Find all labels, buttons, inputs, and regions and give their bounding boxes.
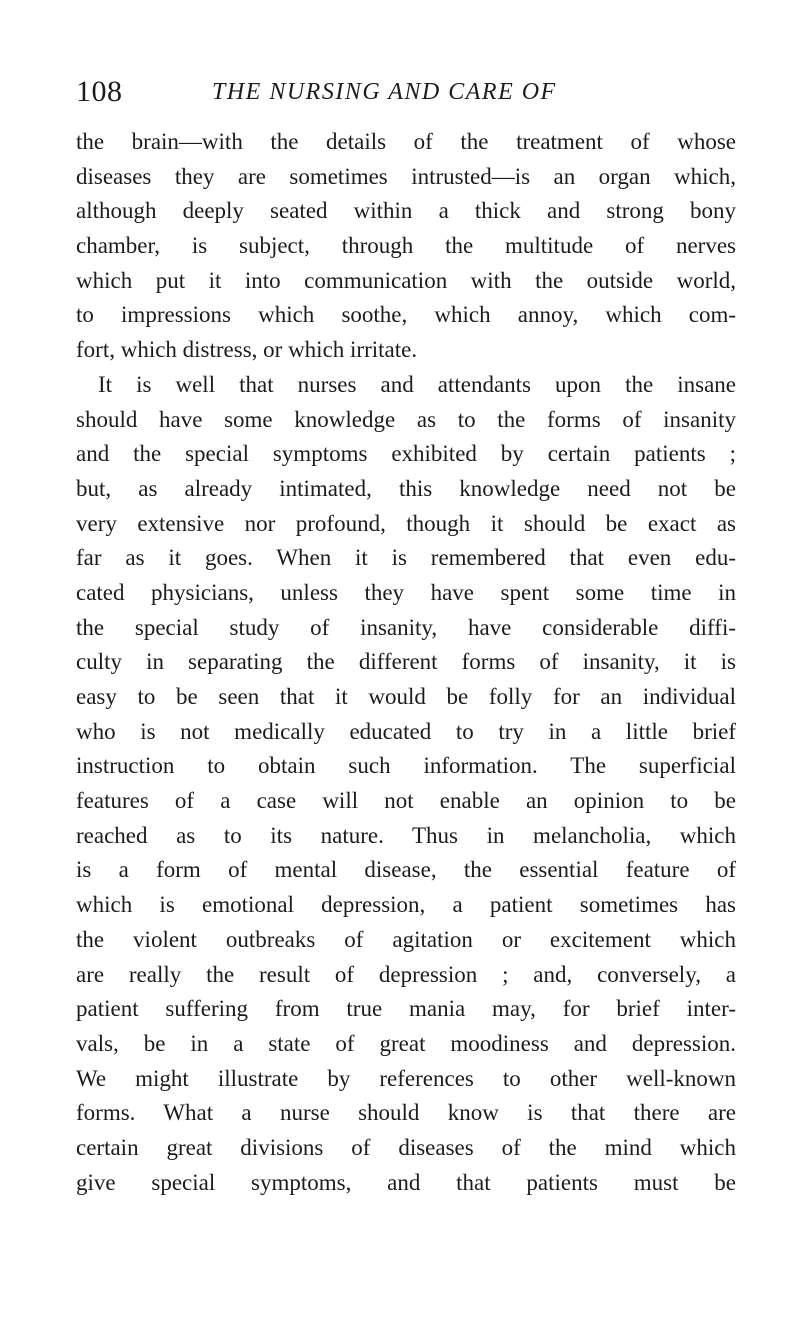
text-line: should have some knowledge as to the forms of insanity <box>76 406 736 432</box>
text-line: patient suffering from true mania may, for brief inter- <box>76 996 736 1022</box>
text-line: are really the result of depression ; and, conversely, a <box>76 961 736 987</box>
text-line: forms. What a nurse should know is that there are <box>76 1100 736 1126</box>
running-title: THE NURSING AND CARE OF <box>212 79 557 105</box>
text-line: vals, be in a state of great moodiness and depression. <box>76 1030 736 1056</box>
text-line: very extensive nor profound, though it should be exact as <box>76 510 736 536</box>
text-line: the brain—with the details of the treatment of whose <box>76 129 736 154</box>
text-line: the special study of insanity, have considerable diffi- <box>76 614 736 640</box>
text-line: although deeply seated within a thick and strong bony <box>76 198 736 224</box>
text-line: chamber, is subject, through the multitude of nerves <box>76 233 736 259</box>
body-text <box>76 125 736 1200</box>
text-line: culty in separating the different forms of insanity, it is <box>76 649 736 675</box>
text-line: is a form of mental disease, the essential feature of <box>76 857 736 883</box>
text-line: fort, which distress, or which irritate. <box>76 337 418 363</box>
text-line: instruction to obtain such information. The superficial <box>76 753 736 779</box>
text-line: easy to be seen that it would be folly for an individual <box>76 684 736 709</box>
text-line: which put it into communication with the outside world, <box>76 267 736 293</box>
text-line: which is emotional depression, a patient sometimes has <box>76 892 736 918</box>
running-head <box>76 72 736 112</box>
text-line: It is well that nurses and attendants upon the insane <box>98 371 736 397</box>
page-number: 108 <box>76 75 123 108</box>
text-line: who is not medically educated to try in a little brief <box>76 718 736 744</box>
text-line: reached as to its nature. Thus in melancholia, which <box>76 822 736 848</box>
text-line: diseases they are sometimes intrusted—is an organ which, <box>76 163 736 189</box>
text-line: far as it goes. When it is remembered that even edu- <box>76 545 736 571</box>
text-line: give special symptoms, and that patients must be <box>76 1169 736 1195</box>
text-line: and the special symptoms exhibited by certain patients ; <box>76 441 736 467</box>
text-line: the violent outbreaks of agitation or excitement which <box>76 926 736 952</box>
text-line: to impressions which soothe, which annoy, which com- <box>76 302 736 328</box>
text-line: We might illustrate by references to other well-known <box>76 1065 736 1091</box>
text-line: but, as already intimated, this knowledge need not be <box>76 475 736 501</box>
text-line: cated physicians, unless they have spent some time in <box>76 579 736 605</box>
text-line: features of a case will not enable an opinion to be <box>76 788 736 814</box>
text-line: certain great divisions of diseases of the mind which <box>76 1134 736 1160</box>
